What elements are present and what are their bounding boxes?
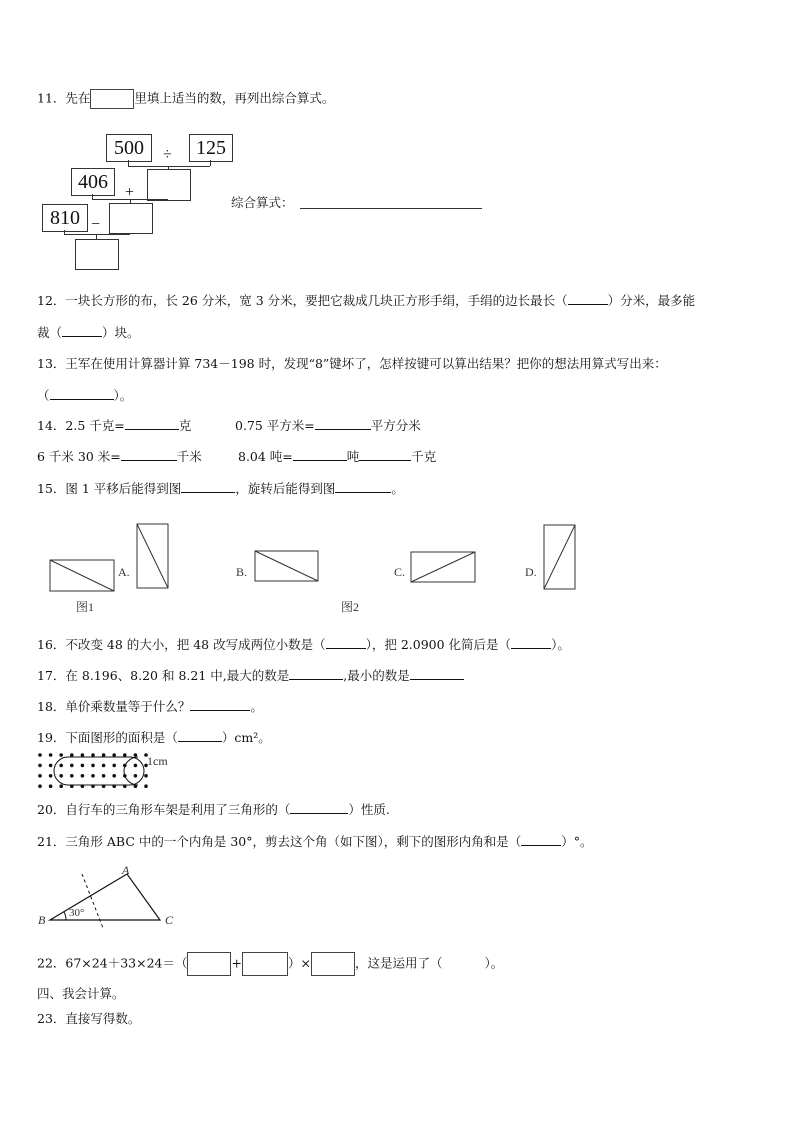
q18-line: 18．单价乘数量等于什么？ 。 [37,699,263,714]
grid-dot [59,764,63,768]
q16-blank-1[interactable] [326,636,366,649]
q14-blank-d[interactable] [293,448,347,461]
q12-blank-1[interactable] [568,292,608,305]
q21-line: 21．三角形 ABC 中的一个内角是 30°，剪去这个角（如下图），剩下的图形内角和是（ ）°。 [37,834,593,849]
inner-arc [124,757,138,785]
answer-box-quotient[interactable] [147,169,191,201]
q19-blank[interactable] [178,729,222,742]
section-heading: 四、我会计算。 [37,986,125,1001]
q16-line: 16．不改变 48 的大小，把 48 改写成两位小数是（ ），把 2.0900 化简后是（ ）。 [37,637,570,652]
q21-blank[interactable] [521,833,561,846]
vertex-a-label: A [122,863,130,877]
grid-dot [134,753,138,757]
q17-line: 17．在 8.196、8.20 和 8.21 中,最大的数是 ,最小的数是 [37,667,464,684]
formula-answer-line[interactable] [300,208,482,209]
vertex-b-label: B [38,913,46,927]
grid-dot [102,753,106,757]
divide-sign: ÷ [163,146,172,163]
angle-arc [64,912,66,920]
rounded-shape-outline [54,757,144,785]
grid-dot [81,753,85,757]
q14-blank-e[interactable] [359,448,411,461]
grid-dot [91,764,95,768]
vertex-c-label: C [165,913,174,927]
grid-dot [70,774,74,778]
grid-dot [134,764,138,768]
box-125: 125 [189,134,233,162]
option-c-figure [411,552,475,582]
option-b-figure [255,551,318,581]
grid-dot [59,774,63,778]
grid-dot [38,774,42,778]
option-b-label[interactable]: B. [236,565,248,579]
q20-blank[interactable] [290,801,348,814]
box-810: 810 [42,204,88,232]
q17-blank-2[interactable] [410,667,464,680]
grid-dot [49,774,53,778]
q15-blank-1[interactable] [181,480,235,493]
q22-line: 22．67×24＋33×24＝（ + ）× ，这是运用了（ ）。 [37,952,503,976]
q14-line1b: 0.75 平方米= 平方分米 [235,418,421,433]
grid-dot [38,753,42,757]
q19-line: 19．下面图形的面积是（ ）cm²。 [37,730,271,745]
q14-line2: 6 千米 30 米= 千米 [37,449,202,464]
q14-blank-a[interactable] [125,417,179,430]
grid-dot [144,784,148,788]
q15-blank-2[interactable] [335,480,391,493]
q13-line2: （ ）。 [37,388,133,403]
formula-label: 综合算式： [231,195,294,210]
grid-dot [49,764,53,768]
grid-dot [134,774,138,778]
q12-line1: 12．一块长方形的布，长 26 分米，宽 3 分米，要把它裁成几块正方形手绢，手绢的边长最长（ ）分米，最多能 [37,293,696,308]
grid-dot [81,764,85,768]
q23-line: 23．直接写得数。 [37,1011,141,1026]
plus-sign: + [125,184,135,201]
q15-line: 15．图 1 平移后能得到图 ，旋转后能得到图 。 [37,481,404,496]
q12-line2: 裁（ ）块。 [37,325,140,340]
grid-dot [70,764,74,768]
option-a-label[interactable]: A. [118,565,130,579]
q19-dot-grid-figure [30,751,160,793]
q11-line: 11．先在 里填上适当的数，再列出综合算式。 [37,89,334,109]
answer-box-sum[interactable] [109,203,153,234]
grid-dot [49,784,53,788]
q17-blank-1[interactable] [289,667,343,680]
q22-box-1[interactable] [187,952,231,976]
grid-dot [123,753,127,757]
box-406: 406 [71,168,115,196]
triangle-abc [50,874,160,920]
grid-dot [38,784,42,788]
option-d-figure [544,525,575,589]
grid-dot [91,774,95,778]
q14-line1: 14．2.5 千克= 克 [37,418,192,433]
q13-blank[interactable] [50,387,114,400]
option-d-label[interactable]: D. [525,565,537,579]
option-a-figure [137,524,168,588]
grid-dot [91,753,95,757]
grid-dot [112,753,116,757]
q14-line2b: 8.04 吨= 吨 千克 [238,449,437,464]
q11-sample-box [90,89,134,109]
unit-label: 1cm [147,754,168,768]
grid-dot [38,764,42,768]
grid-dot [81,774,85,778]
answer-box-difference[interactable] [75,239,119,270]
q14-blank-b[interactable] [315,417,371,430]
q20-line: 20．自行车的三角形车架是利用了三角形的（ ）性质. [37,802,390,817]
grid-dot [144,774,148,778]
angle-label: 30° [69,907,85,919]
grid-dot [59,784,63,788]
fig1-rectangle [50,560,114,591]
grid-dot [49,753,53,757]
q15-figures [0,515,794,595]
q13-line1: 13．王军在使用计算器计算 734－198 时，发现“8”键坏了，怎样按键可以算出结果？把你的想法用算式写出来： [37,356,667,371]
box-500: 500 [106,134,152,162]
fig1-caption: 图1 [76,600,95,614]
q22-box-3[interactable] [311,952,355,976]
grid-dot [102,774,106,778]
grid-dot [112,764,116,768]
q12-blank-2[interactable] [62,324,102,337]
grid-dot [59,753,63,757]
q22-box-2[interactable] [242,952,288,976]
q16-blank-2[interactable] [511,636,551,649]
q18-blank[interactable] [190,698,250,711]
grid-dot [70,753,74,757]
q14-blank-c[interactable] [121,448,177,461]
minus-sign: − [91,216,101,233]
fig2-caption: 图2 [341,600,360,614]
grid-dot [102,764,106,768]
grid-dot [112,774,116,778]
option-c-label[interactable]: C. [394,565,406,579]
